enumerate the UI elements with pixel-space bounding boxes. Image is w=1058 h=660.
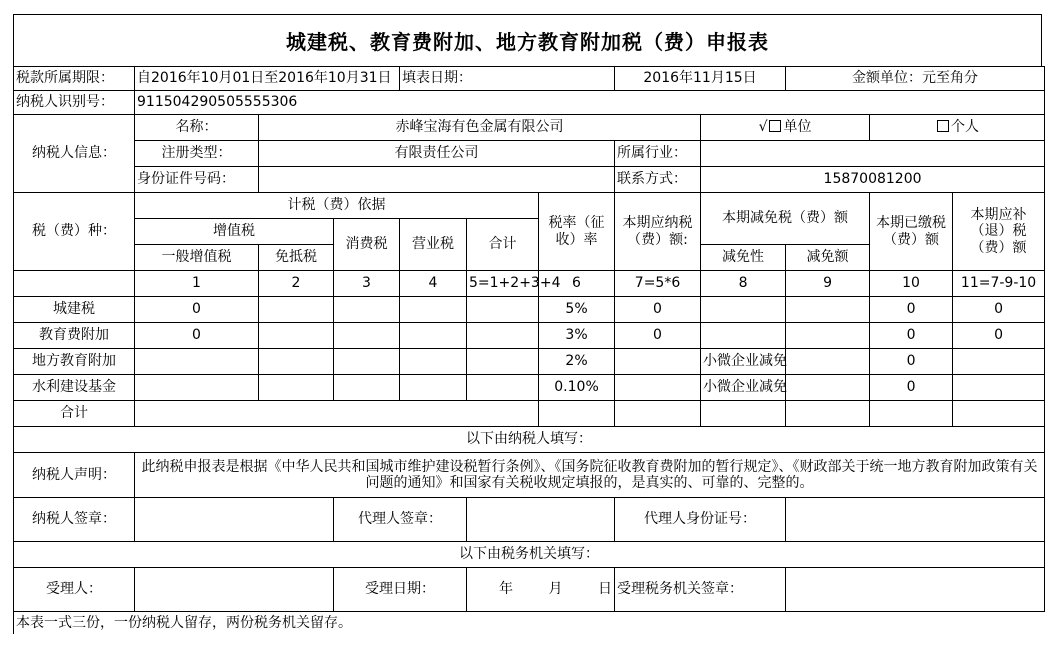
total-payable-cell[interactable]	[615, 401, 701, 427]
column-number: 8	[701, 271, 786, 297]
fill-date-label: 填表日期：	[400, 67, 615, 91]
vat-header: 增值税	[135, 219, 334, 245]
exempt-offset-cell[interactable]	[259, 323, 334, 349]
row-name: 地方教育附加	[14, 349, 135, 375]
general-vat-cell[interactable]: 0	[135, 297, 259, 323]
unit-option[interactable]	[701, 115, 870, 141]
relief-nature-cell[interactable]	[701, 297, 786, 323]
paid-cell[interactable]: 0	[870, 349, 953, 375]
date-month-label: 月	[548, 581, 563, 598]
column-number: 10	[870, 271, 953, 297]
column-number: 11=7-9-10	[953, 271, 1045, 297]
taxpayer-signature-field[interactable]	[135, 498, 334, 542]
consumption-cell[interactable]	[334, 323, 400, 349]
paid-cell[interactable]: 0	[870, 323, 953, 349]
period-value[interactable]: 自2016年10月01日至2016年10月31日	[135, 67, 400, 91]
taxpayer-signature-label: 纳税人签章：	[14, 498, 135, 542]
paid-cell[interactable]: 0	[870, 297, 953, 323]
person-checkbox-icon[interactable]	[937, 120, 949, 132]
total-header: 合计	[467, 219, 539, 271]
total-basis-cell[interactable]	[135, 401, 539, 427]
office-seal-label: 受理税务机关签章：	[615, 568, 786, 612]
receive-date-field[interactable]	[467, 568, 615, 612]
check-mark-icon: √	[758, 119, 768, 136]
period-label: 税款所属期限：	[14, 67, 135, 91]
table-row	[14, 323, 1045, 349]
person-option[interactable]	[870, 115, 1045, 141]
taxpayer-section-heading: 以下由纳税人填写：	[14, 427, 1045, 453]
industry-label: 所属行业：	[615, 141, 701, 167]
payable-cell[interactable]: 0	[615, 323, 701, 349]
column-number: 4	[400, 271, 467, 297]
table-row	[14, 375, 1045, 401]
contact-label: 联系方式：	[615, 167, 701, 193]
row-name: 教育费附加	[14, 323, 135, 349]
business-cell[interactable]	[400, 323, 467, 349]
relief-nature-cell[interactable]: 小微企业减免	[701, 349, 786, 375]
business-cell[interactable]	[400, 349, 467, 375]
general-vat-header: 一般增值税	[135, 245, 259, 271]
agent-signature-field[interactable]	[467, 498, 615, 542]
name-label: 名称：	[135, 115, 259, 141]
declaration-label: 纳税人声明：	[14, 453, 135, 498]
total-row	[14, 401, 1045, 427]
table-row	[14, 349, 1045, 375]
total-due-cell[interactable]	[953, 401, 1045, 427]
tax-type-header: 税（费）种：	[14, 193, 135, 271]
exempt-offset-cell[interactable]	[259, 349, 334, 375]
date-day-label: 日	[598, 581, 613, 598]
total-row-label: 合计	[14, 401, 135, 427]
consumption-cell[interactable]	[334, 375, 400, 401]
relief-amount-cell[interactable]	[786, 297, 870, 323]
due-cell[interactable]: 0	[953, 323, 1045, 349]
column-number: 3	[334, 271, 400, 297]
unit-checkbox-icon[interactable]	[769, 120, 781, 132]
column-number: 2	[259, 271, 334, 297]
receive-date-label: 受理日期：	[334, 568, 467, 612]
tax-office-section-heading: 以下由税务机关填写：	[14, 542, 1045, 568]
due-cell[interactable]: 0	[953, 297, 1045, 323]
reg-type-label: 注册类型：	[135, 141, 259, 167]
business-cell[interactable]	[400, 297, 467, 323]
exempt-offset-cell[interactable]	[259, 375, 334, 401]
rate-header: 税率（征收）率	[539, 193, 615, 271]
column-number-row	[14, 271, 1045, 297]
due-cell[interactable]	[953, 349, 1045, 375]
rate-cell: 0.10%	[539, 375, 615, 401]
agent-id-field[interactable]	[786, 498, 1045, 542]
consumption-header: 消费税	[334, 219, 400, 271]
taxpayer-id-label: 纳税人识别号：	[14, 91, 135, 115]
exempt-offset-header: 免抵税	[259, 245, 334, 271]
payable-cell[interactable]	[615, 349, 701, 375]
relief-amount-cell[interactable]	[786, 375, 870, 401]
relief-amount-cell[interactable]	[786, 349, 870, 375]
footer-note: 本表一式三份，一份纳税人留存，两份税务机关留存。	[14, 612, 1045, 634]
blank-number-cell	[14, 271, 135, 297]
id-card-value[interactable]	[259, 167, 615, 193]
due-header: 本期应补（退）税（费）额	[953, 193, 1045, 271]
payable-cell[interactable]	[615, 375, 701, 401]
column-number: 9	[786, 271, 870, 297]
general-vat-cell[interactable]	[135, 349, 259, 375]
form-title: 城建税、教育费附加、地方教育附加税（费）申报表	[286, 30, 769, 54]
general-vat-cell[interactable]	[135, 375, 259, 401]
total-rate-cell	[539, 401, 615, 427]
basis-header: 计税（费）依据	[135, 193, 539, 219]
row-name: 水利建设基金	[14, 375, 135, 401]
relief-nature-header: 减免性	[701, 245, 786, 271]
form-table	[13, 66, 1045, 634]
column-number: 6	[539, 271, 615, 297]
column-number: 1	[135, 271, 259, 297]
taxpayer-info-label: 纳税人信息：	[14, 115, 135, 193]
paid-header: 本期已缴税（费）额	[870, 193, 953, 271]
taxpayer-id-value[interactable]: 911504290505555306	[135, 91, 1045, 115]
total-cell[interactable]	[467, 349, 539, 375]
declaration-text: 此纳税申报表是根据《中华人民共和国城市维护建设税暂行条例》、《国务院征收教育费附加的暂行规定》、《财政部关于统一地方教育附加政策有关问题的通知》和国家有关税收规定填报的，是真实的、可靠的、完整的。	[135, 453, 1045, 498]
total-cell[interactable]	[467, 297, 539, 323]
relief-header: 本期减免税（费）额	[701, 193, 870, 245]
rate-cell: 5%	[539, 297, 615, 323]
paid-cell[interactable]: 0	[870, 375, 953, 401]
column-number: 7=5*6	[615, 271, 701, 297]
total-cell[interactable]	[467, 323, 539, 349]
consumption-cell[interactable]	[334, 349, 400, 375]
person-option-label: 个人	[951, 119, 980, 136]
total-cell[interactable]	[467, 375, 539, 401]
receiver-label: 受理人：	[14, 568, 135, 612]
exempt-offset-cell[interactable]	[259, 297, 334, 323]
agent-id-label: 代理人身份证号：	[615, 498, 786, 542]
total-paid-cell[interactable]	[870, 401, 953, 427]
title-bar	[13, 14, 1042, 66]
business-header: 营业税	[400, 219, 467, 271]
relief-nature-cell[interactable]	[701, 323, 786, 349]
due-cell[interactable]	[953, 375, 1045, 401]
unit-option-label: 单位	[783, 119, 812, 136]
agent-signature-label: 代理人签章：	[334, 498, 467, 542]
row-name: 城建税	[14, 297, 135, 323]
date-year-label: 年	[499, 581, 514, 598]
general-vat-cell[interactable]: 0	[135, 323, 259, 349]
payable-header: 本期应纳税（费）额:	[615, 193, 701, 271]
id-card-label: 身份证件号码：	[135, 167, 259, 193]
payable-cell[interactable]: 0	[615, 297, 701, 323]
contact-value[interactable]: 15870081200	[701, 167, 1045, 193]
rate-cell: 2%	[539, 349, 615, 375]
office-seal-field[interactable]	[786, 568, 1045, 612]
business-cell[interactable]	[400, 375, 467, 401]
relief-amount-cell[interactable]	[786, 323, 870, 349]
reg-type-value[interactable]: 有限责任公司	[259, 141, 615, 167]
name-value[interactable]: 赤峰宝海有色金属有限公司	[259, 115, 701, 141]
relief-nature-cell[interactable]: 小微企业减免	[701, 375, 786, 401]
receiver-field[interactable]	[135, 568, 334, 612]
column-number: 5=1+2+3+4	[467, 271, 539, 297]
total-relief-nature-cell[interactable]	[701, 401, 786, 427]
table-row	[14, 297, 1045, 323]
rate-cell: 3%	[539, 323, 615, 349]
total-relief-amount-cell[interactable]	[786, 401, 870, 427]
relief-amount-header: 减免额	[786, 245, 870, 271]
fill-date-value[interactable]: 2016年11月15日	[615, 67, 786, 91]
unit-label: 金额单位：元至角分	[786, 67, 1045, 91]
consumption-cell[interactable]	[334, 297, 400, 323]
industry-value[interactable]	[701, 141, 1045, 167]
